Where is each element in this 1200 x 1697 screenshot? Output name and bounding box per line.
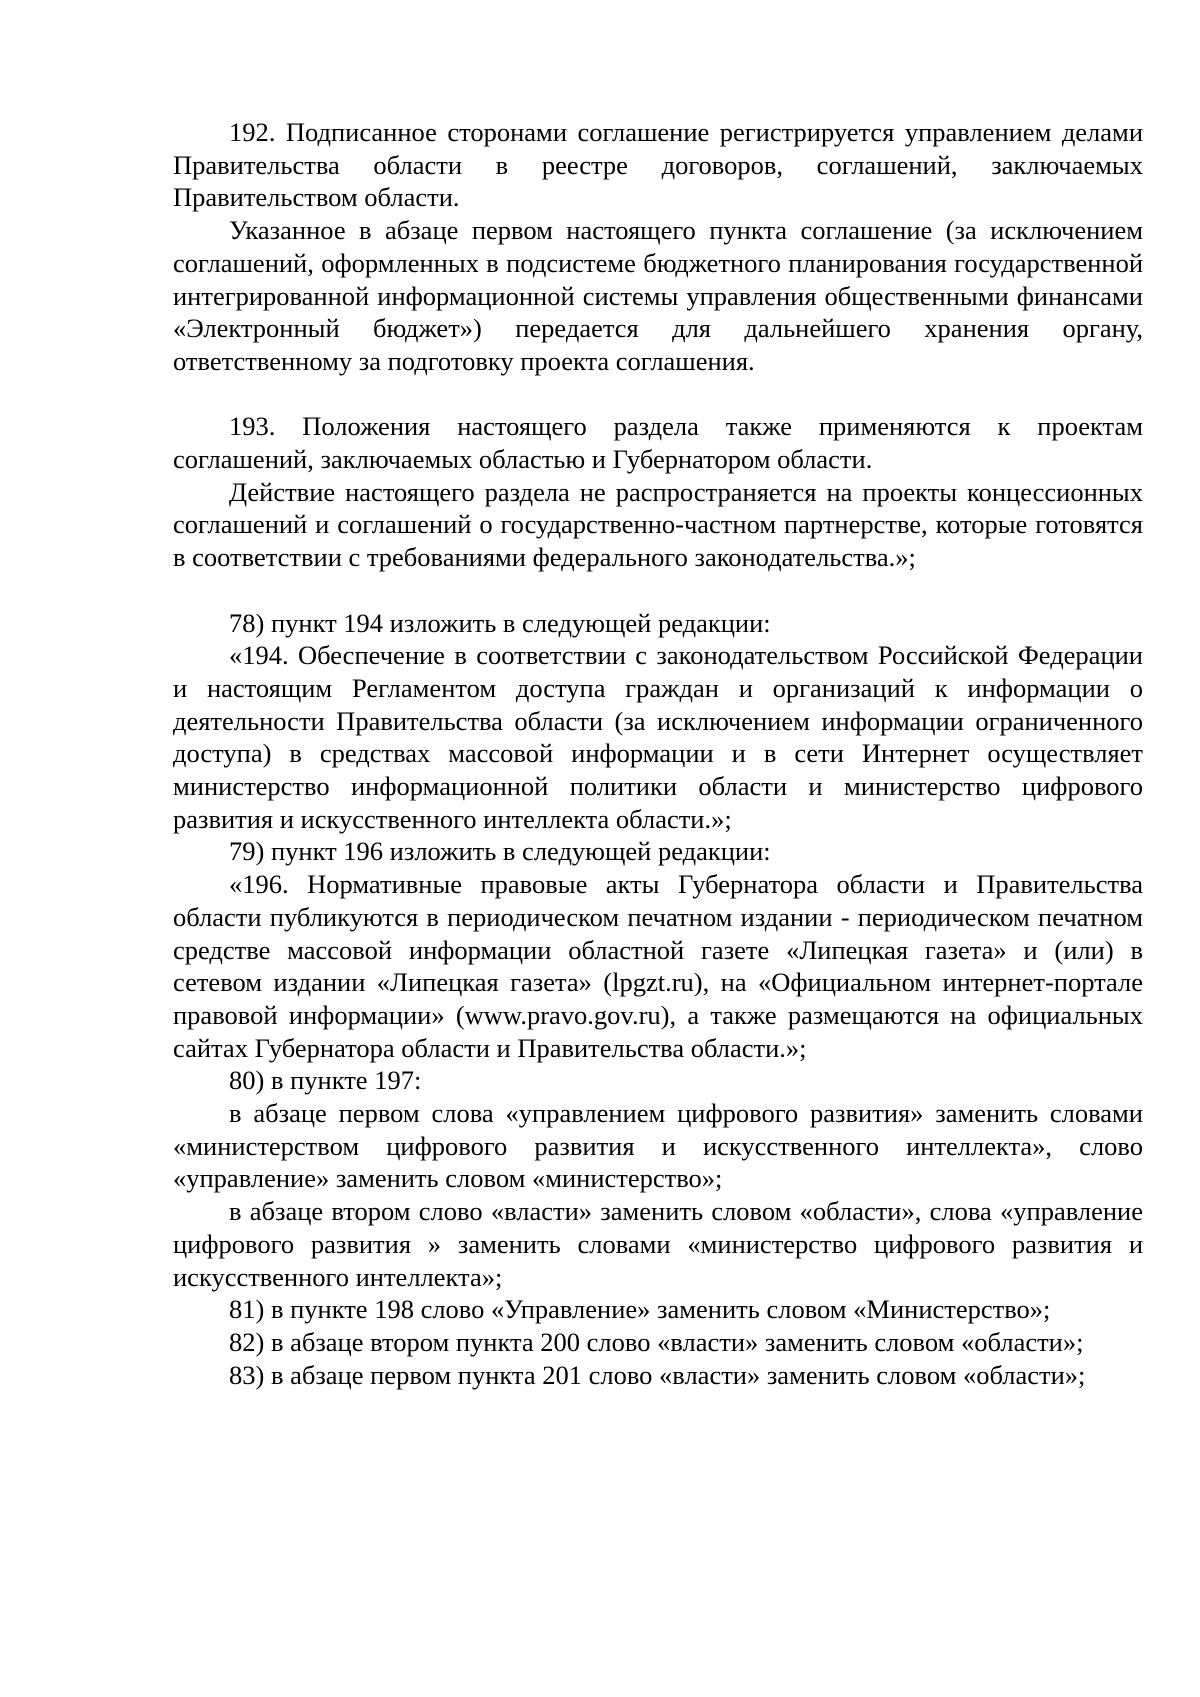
spacer xyxy=(173,378,1143,411)
document-page xyxy=(173,116,1143,1391)
item-80-first-abzac: в абзаце первом слова «управлением цифрового развития» заменить словами «министерством цифрового развития и искусственного интеллекта», слово «управление» заменить словом «министерство»; xyxy=(173,1098,1143,1194)
item-79: 79) пункт 196 изложить в следующей редакции: xyxy=(229,836,771,867)
paragraph-193: 193. Положения настоящего раздела также применяются к проектам соглашений, заключаемых областью и Губернатором области. xyxy=(173,411,1143,475)
item-78: 78) пункт 194 изложить в следующей редакции: xyxy=(229,607,771,638)
paragraph-196-text: «196. Нормативные правовые акты Губернатора области и Правительства области публикуются в периодическом печатном издании - периодическом печатном средстве массовой информации областной газете «Липецкая газета» и (или) в сетевом издании «Липецкая газета» (lpgzt.ru), на «Официальном интернет-портале правовой информации» (www.pravo.gov.ru), а также размещаются на официальных сайтах Губернатора области и Правительства области.»; xyxy=(173,869,1143,1063)
paragraph-192: 192. Подписанное сторонами соглашение регистрируется управлением делами Правительства области в реестре договоров, соглашений, заключаемых Правительством области. xyxy=(173,117,1143,213)
paragraph-194-text: «194. Обеспечение в соответствии с законодательством Российской Федерации и настоящим Регламентом доступа граждан и организаций к информации о деятельности Правительства области (за исключением информации ограниченного доступа) в средствах массовой информации и в сети Интернет осуществляет министерство информационной политики области и министерство цифрового развития и искусственного интеллекта области.»; xyxy=(173,640,1143,834)
spacer xyxy=(173,574,1143,607)
item-83: 83) в абзаце первом пункта 201 слово «власти» заменить словом «области»; xyxy=(229,1359,1086,1390)
item-81: 81) в пункте 198 слово «Управление» заменить словом «Министерство»; xyxy=(229,1294,1051,1325)
item-80: 80) в пункте 197: xyxy=(229,1065,422,1096)
paragraph-192-second-abzac: Указанное в абзаце первом настоящего пункта соглашение (за исключением соглашений, оформленных в подсистеме бюджетного планирования государственной интегрированной информационной системы управления общественными финансами «Электронный бюджет») передается для дальнейшего хранения органу, ответственному за подготовку проекта соглашения. xyxy=(173,215,1143,376)
item-82: 82) в абзаце втором пункта 200 слово «власти» заменить словом «области»; xyxy=(229,1326,1084,1357)
paragraph-193-second-abzac: Действие настоящего раздела не распространяется на проекты концессионных соглашений и соглашений о государственно-частном партнерстве, которые готовятся в соответствии с требованиями федерального законодательства.»; xyxy=(173,476,1143,573)
item-80-second-abzac: в абзаце втором слово «власти» заменить словом «области», слова «управление цифрового развития » заменить словами «министерство цифрового развития и искусственного интеллекта»; xyxy=(173,1196,1143,1292)
